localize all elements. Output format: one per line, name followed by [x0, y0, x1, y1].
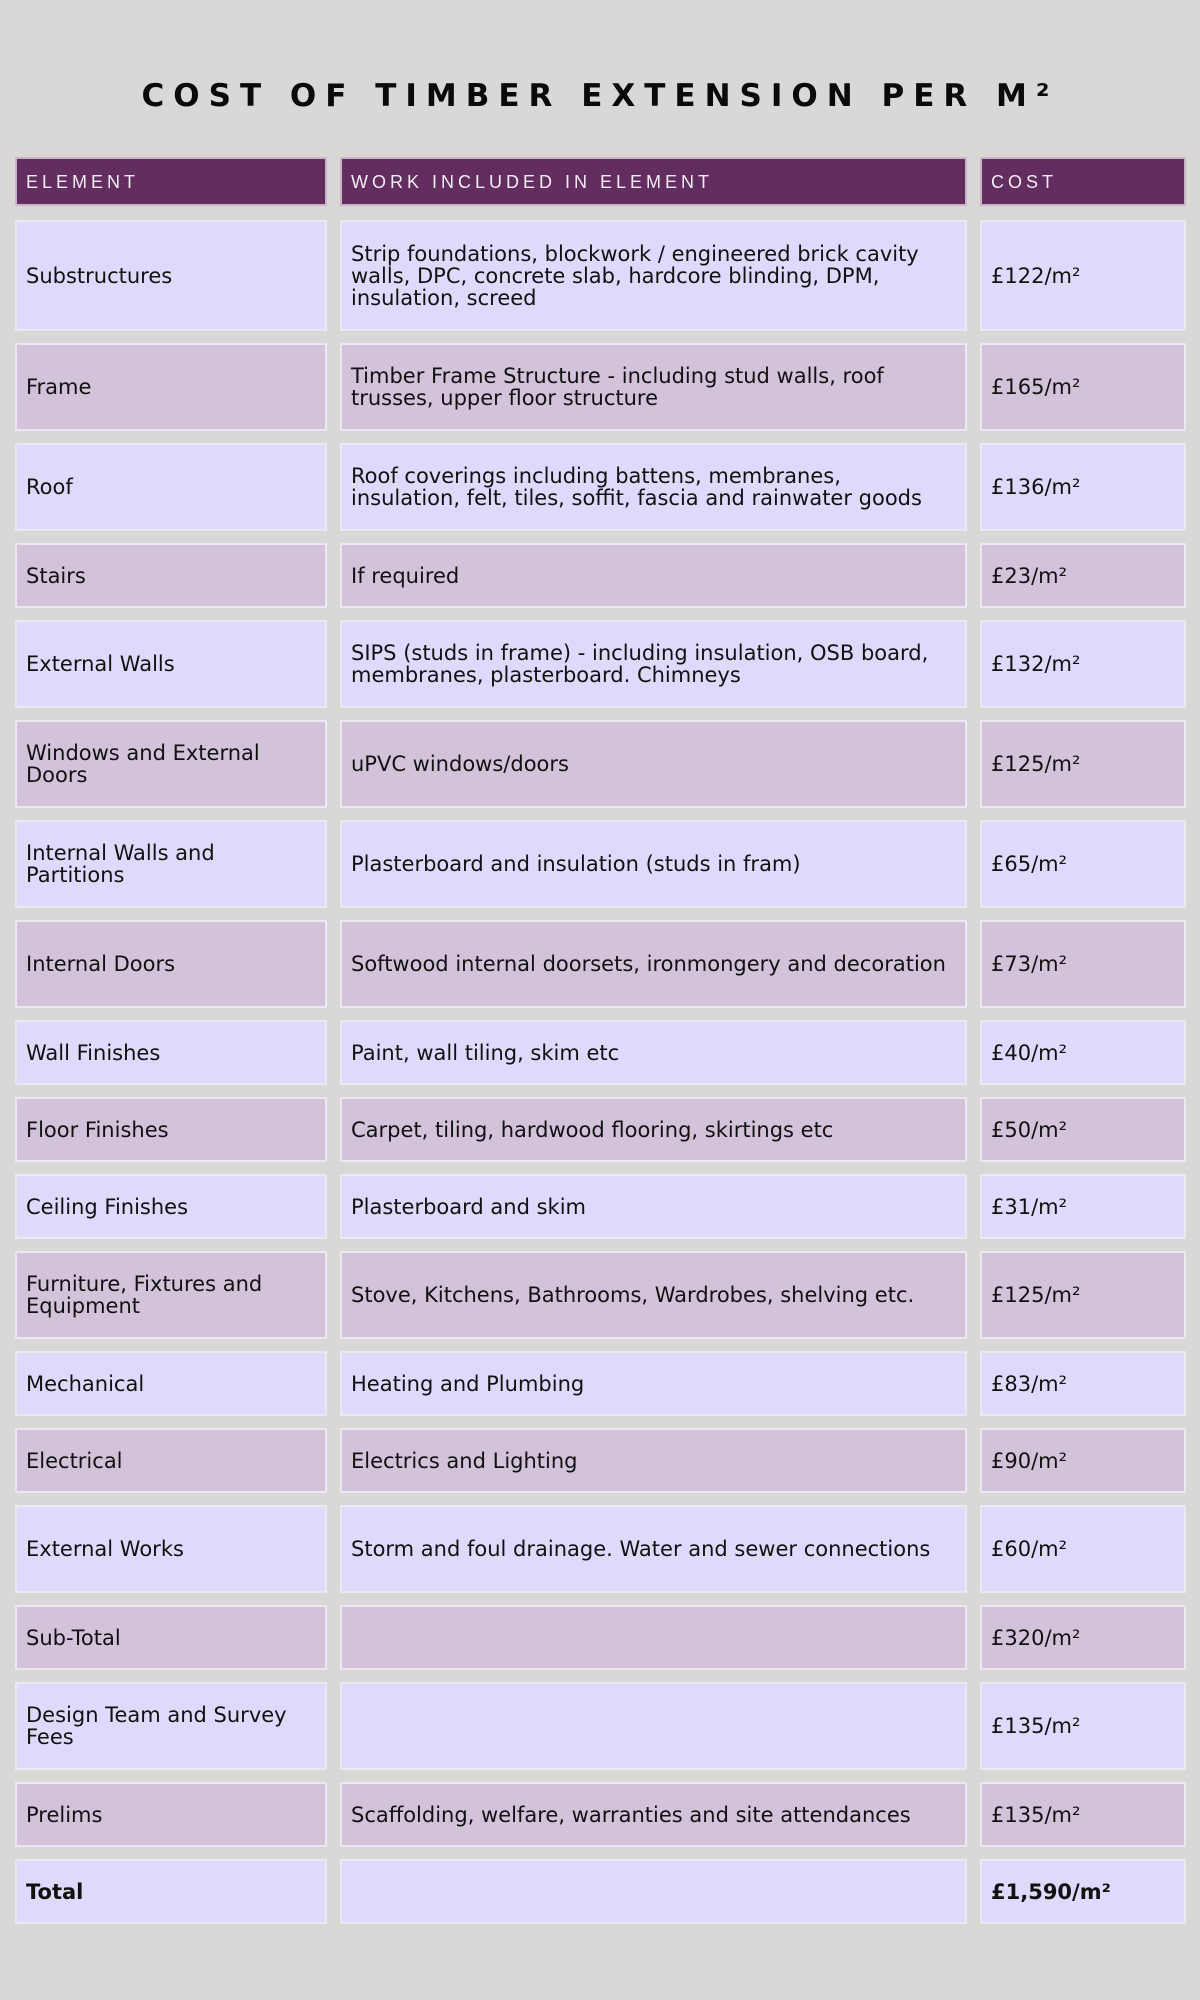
table-row-cost: £83/m² [980, 1351, 1186, 1416]
table-row-work: Carpet, tiling, hardwood flooring, skirtings etc [340, 1097, 967, 1162]
table-row-cost: £50/m² [980, 1097, 1186, 1162]
table-row-cost: £90/m² [980, 1428, 1186, 1493]
table-row-cost: £165/m² [980, 343, 1186, 431]
table-row-work: uPVC windows/doors [340, 720, 967, 808]
table-row-work: Roof coverings including battens, membranes, insulation, felt, tiles, soffit, fascia and rainwater goods [340, 443, 967, 531]
table-row-cost: £125/m² [980, 1251, 1186, 1339]
table-row-work: Timber Frame Structure - including stud walls, roof trusses, upper floor structure [340, 343, 967, 431]
column-header-cost: COST [980, 157, 1186, 206]
table-row-work: Plasterboard and skim [340, 1174, 967, 1239]
table-row-element: Design Team and Survey Fees [15, 1682, 327, 1770]
table-row-element: Electrical [15, 1428, 327, 1493]
table-row-work: Plasterboard and insulation (studs in fram) [340, 820, 967, 908]
table-row-element: Ceiling Finishes [15, 1174, 327, 1239]
total-cost: £1,590/m² [980, 1859, 1186, 1924]
table-row-cost: £122/m² [980, 220, 1186, 331]
table-row-element: Internal Walls and Partitions [15, 820, 327, 908]
table-row-work [340, 1859, 967, 1924]
table-row-element: External Walls [15, 620, 327, 708]
table-row-element: Substructures [15, 220, 327, 331]
table-row-work: Softwood internal doorsets, ironmongery and decoration [340, 920, 967, 1008]
table-row-cost: £125/m² [980, 720, 1186, 808]
table-row-cost: £40/m² [980, 1020, 1186, 1085]
table-row-element: Frame [15, 343, 327, 431]
table-row-cost: £65/m² [980, 820, 1186, 908]
table-row-element: Furniture, Fixtures and Equipment [15, 1251, 327, 1339]
table-row-work: Stove, Kitchens, Bathrooms, Wardrobes, shelving etc. [340, 1251, 967, 1339]
table-row-element: Floor Finishes [15, 1097, 327, 1162]
table-row-work: Scaffolding, welfare, warranties and site attendances [340, 1782, 967, 1847]
table-row-element: Prelims [15, 1782, 327, 1847]
table-row-element: Mechanical [15, 1351, 327, 1416]
table-row-cost: £136/m² [980, 443, 1186, 531]
table-row-element: Internal Doors [15, 920, 327, 1008]
subtotal-label: Sub-Total [15, 1605, 327, 1670]
total-label: Total [15, 1859, 327, 1924]
column-header-work: WORK INCLUDED IN ELEMENT [340, 157, 967, 206]
table-row-cost: £132/m² [980, 620, 1186, 708]
table-row-work [340, 1682, 967, 1770]
table-row-cost: £73/m² [980, 920, 1186, 1008]
table-row-element: Wall Finishes [15, 1020, 327, 1085]
table-row-element: Stairs [15, 543, 327, 608]
table-row-cost: £135/m² [980, 1782, 1186, 1847]
table-row-cost: £31/m² [980, 1174, 1186, 1239]
table-row-work: Storm and foul drainage. Water and sewer connections [340, 1505, 967, 1593]
table-row-work: Strip foundations, blockwork / engineered brick cavity walls, DPC, concrete slab, hardcore blinding, DPM, insulation, screed [340, 220, 967, 331]
table-row-work: Heating and Plumbing [340, 1351, 967, 1416]
table-row-work [340, 1605, 967, 1670]
table-row-work: Paint, wall tiling, skim etc [340, 1020, 967, 1085]
page-title: COST OF TIMBER EXTENSION PER M² [141, 78, 1059, 114]
table-row-element: Windows and External Doors [15, 720, 327, 808]
table-row-cost: £135/m² [980, 1682, 1186, 1770]
table-row-cost: £23/m² [980, 543, 1186, 608]
table-row-cost: £60/m² [980, 1505, 1186, 1593]
table-row-work: If required [340, 543, 967, 608]
table-row-element: Roof [15, 443, 327, 531]
table-row-element: External Works [15, 1505, 327, 1593]
table-row-work: Electrics and Lighting [340, 1428, 967, 1493]
subtotal-cost: £320/m² [980, 1605, 1186, 1670]
column-header-element: ELEMENT [15, 157, 327, 206]
table-row-work: SIPS (studs in frame) - including insulation, OSB board, membranes, plasterboard. Chimneys [340, 620, 967, 708]
